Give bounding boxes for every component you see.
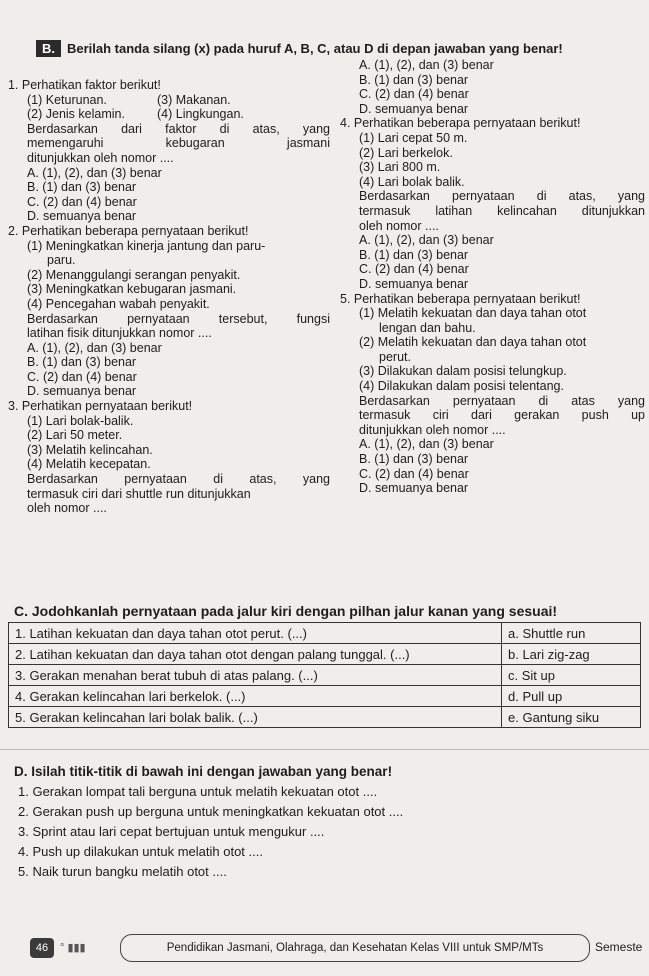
- semester-label: Semeste: [595, 940, 643, 954]
- match-right-e: e. Gantung siku: [502, 707, 641, 728]
- table-row: [9, 665, 641, 686]
- q4-option-a[interactable]: A. (1), (2), dan (3) benar: [359, 233, 494, 248]
- q5-option-b[interactable]: B. (1) dan (3) benar: [359, 452, 469, 467]
- q2-item-1-cont: paru.: [47, 253, 76, 268]
- table-row: [9, 623, 641, 644]
- q3-option-d-top[interactable]: D. semuanya benar: [359, 101, 469, 116]
- q4-option-d[interactable]: D. semuanya benar: [359, 276, 469, 291]
- section-c-title: C. Jodohkanlah pernyataan pada jalur kiri dengan pilhan jalur kanan yang sesuai!: [14, 603, 558, 619]
- q5-item-4: (4) Dilakukan dalam posisi telentang.: [359, 379, 564, 394]
- q5-item-2: (2) Melatih kekuatan dan daya tahan otot: [359, 335, 587, 350]
- q2-question-line1: Berdasarkan pernyataan tersebut, fungsi: [27, 311, 330, 326]
- q1-question-line1: Berdasarkan dari faktor di atas, yang: [27, 121, 330, 136]
- q2-option-a[interactable]: A. (1), (2), dan (3) benar: [27, 340, 162, 355]
- q5-item-1-cont: lengan dan bahu.: [379, 320, 476, 335]
- section-b-badge: B.: [36, 40, 61, 57]
- q5-stem: 5. Perhatikan beberapa pernyataan berikut!: [340, 291, 581, 306]
- q5-question-line1: Berdasarkan pernyataan di atas yang: [359, 393, 645, 408]
- match-right-c: c. Sit up: [502, 665, 641, 686]
- q1-item-2: (2) Jenis kelamin.: [27, 107, 125, 122]
- q1-option-b[interactable]: B. (1) dan (3) benar: [27, 180, 137, 195]
- section-d-title: D. Isilah titik-titik di bawah ini dengan jawaban yang benar!: [14, 764, 393, 779]
- q5-item-2-cont: perut.: [379, 349, 411, 364]
- section-d-list: [8, 782, 641, 882]
- q5-option-d[interactable]: D. semuanya benar: [359, 481, 469, 496]
- q3-option-c-top[interactable]: C. (2) dan (4) benar: [359, 87, 469, 102]
- q4-item-3: (3) Lari 800 m.: [359, 160, 441, 175]
- section-b-header: [36, 40, 563, 57]
- q1-stem: 1. Perhatikan faktor berikut!: [8, 78, 161, 92]
- q1-items-row1: [8, 93, 330, 108]
- table-row: [9, 707, 641, 728]
- q2-question-line2: latihan fisik ditunjukkan nomor ....: [27, 326, 212, 341]
- q4-stem: 4. Perhatikan beberapa pernyataan berikut!: [340, 116, 581, 131]
- q4-question-line2: termasuk latihan kelincahan ditunjukkan: [359, 203, 645, 218]
- q2-item-4: (4) Pencegahan wabah penyakit.: [27, 296, 210, 311]
- match-left-3: 3. Gerakan menahan berat tubuh di atas palang. (...): [9, 665, 502, 686]
- match-right-b: b. Lari zig-zag: [502, 644, 641, 665]
- left-column: [8, 78, 330, 516]
- list-item: 3. Sprint atau lari cepat bertujuan untuk mengukur ....: [18, 824, 325, 839]
- table-row: [9, 644, 641, 665]
- q3-question-line2: termasuk ciri dari shuttle run ditunjukkan: [27, 486, 251, 501]
- q1-question-line3: ditunjukkan oleh nomor ....: [27, 150, 174, 165]
- q2-item-1: (1) Meningkatkan kinerja jantung dan paru-: [27, 238, 266, 253]
- decorative-dots-icon: ° ▮▮▮: [60, 942, 86, 954]
- q5-question-line2: termasuk ciri dari gerakan push up: [359, 408, 645, 423]
- q1-items-row2: [8, 107, 330, 122]
- list-item: 2. Gerakan push up berguna untuk meningkatkan kekuatan otot ....: [18, 804, 404, 819]
- q1-option-c[interactable]: C. (2) dan (4) benar: [27, 194, 137, 209]
- match-right-a: a. Shuttle run: [502, 623, 641, 644]
- q3-item-4: (4) Melatih kecepatan.: [27, 457, 151, 472]
- q2-option-d[interactable]: D. semuanya benar: [27, 384, 137, 399]
- q1-option-d[interactable]: D. semuanya benar: [27, 209, 137, 224]
- q2-item-2: (2) Menanggulangi serangan penyakit.: [27, 267, 241, 282]
- q3-item-1: (1) Lari bolak-balik.: [27, 413, 134, 428]
- q5-item-1: (1) Melatih kekuatan dan daya tahan otot: [359, 306, 587, 321]
- list-item: 4. Push up dilakukan untuk melatih otot ....: [18, 844, 263, 859]
- q2-stem: 2. Perhatikan beberapa pernyataan berikut!: [8, 223, 249, 238]
- q3-question-line3: oleh nomor ....: [27, 501, 107, 516]
- q3-question-line1: Berdasarkan pernyataan di atas, yang: [27, 472, 330, 487]
- q2-option-b[interactable]: B. (1) dan (3) benar: [27, 355, 137, 370]
- q4-question-line3: oleh nomor ....: [359, 218, 439, 233]
- q5-item-3: (3) Dilakukan dalam posisi telungkup.: [359, 364, 567, 379]
- divider: [0, 749, 649, 750]
- q5-question-line3: ditunjukkan oleh nomor ....: [359, 422, 506, 437]
- q4-option-b[interactable]: B. (1) dan (3) benar: [359, 247, 469, 262]
- q4-item-4: (4) Lari bolak balik.: [359, 174, 465, 189]
- book-title: Pendidikan Jasmani, Olahraga, dan Kesehatan Kelas VIII untuk SMP/MTs: [120, 934, 590, 962]
- q3-item-3: (3) Melatih kelincahan.: [27, 442, 153, 457]
- q3-stem: 3. Perhatikan pernyataan berikut!: [8, 399, 193, 414]
- q4-option-c[interactable]: C. (2) dan (4) benar: [359, 262, 469, 277]
- match-left-5: 5. Gerakan kelincahan lari bolak balik. (...): [9, 707, 502, 728]
- q2-option-c[interactable]: C. (2) dan (4) benar: [27, 369, 137, 384]
- q5-option-c[interactable]: C. (2) dan (4) benar: [359, 466, 469, 481]
- q3-option-a-top[interactable]: A. (1), (2), dan (3) benar: [359, 58, 494, 72]
- page-number: 46: [30, 938, 54, 958]
- list-item: 1. Gerakan lompat tali berguna untuk melatih kekuatan otot ....: [18, 784, 378, 799]
- match-left-4: 4. Gerakan kelincahan lari berkelok. (...): [9, 686, 502, 707]
- match-right-d: d. Pull up: [502, 686, 641, 707]
- section-c: [8, 600, 641, 738]
- q1-item-1: (1) Keturunan.: [27, 92, 107, 107]
- q1-option-a[interactable]: A. (1), (2), dan (3) benar: [27, 165, 162, 180]
- q3-item-2: (2) Lari 50 meter.: [27, 428, 123, 443]
- q1-item-3: (3) Makanan.: [157, 92, 231, 107]
- matching-table: [8, 622, 641, 728]
- list-item: 5. Naik turun bangku melatih otot ....: [18, 864, 227, 879]
- q1-question-line2: memengaruhi kebugaran jasmani: [27, 136, 330, 151]
- q5-option-a[interactable]: A. (1), (2), dan (3) benar: [359, 437, 494, 452]
- q4-item-1: (1) Lari cepat 50 m.: [359, 130, 468, 145]
- q3-option-b-top[interactable]: B. (1) dan (3) benar: [359, 72, 469, 87]
- right-column: [340, 58, 645, 496]
- match-left-1: 1. Latihan kekuatan dan daya tahan otot perut. (...): [9, 623, 502, 644]
- q1-item-4: (4) Lingkungan.: [157, 107, 244, 122]
- q2-item-3: (3) Meningkatkan kebugaran jasmani.: [27, 282, 237, 297]
- q4-question-line1: Berdasarkan pernyataan di atas, yang: [359, 189, 645, 204]
- q4-item-2: (2) Lari berkelok.: [359, 145, 453, 160]
- section-b-title: Berilah tanda silang (x) pada huruf A, B, C, atau D di depan jawaban yang benar!: [67, 41, 563, 56]
- table-row: [9, 686, 641, 707]
- match-left-2: 2. Latihan kekuatan dan daya tahan otot dengan palang tunggal. (...): [9, 644, 502, 665]
- section-d: [8, 762, 641, 882]
